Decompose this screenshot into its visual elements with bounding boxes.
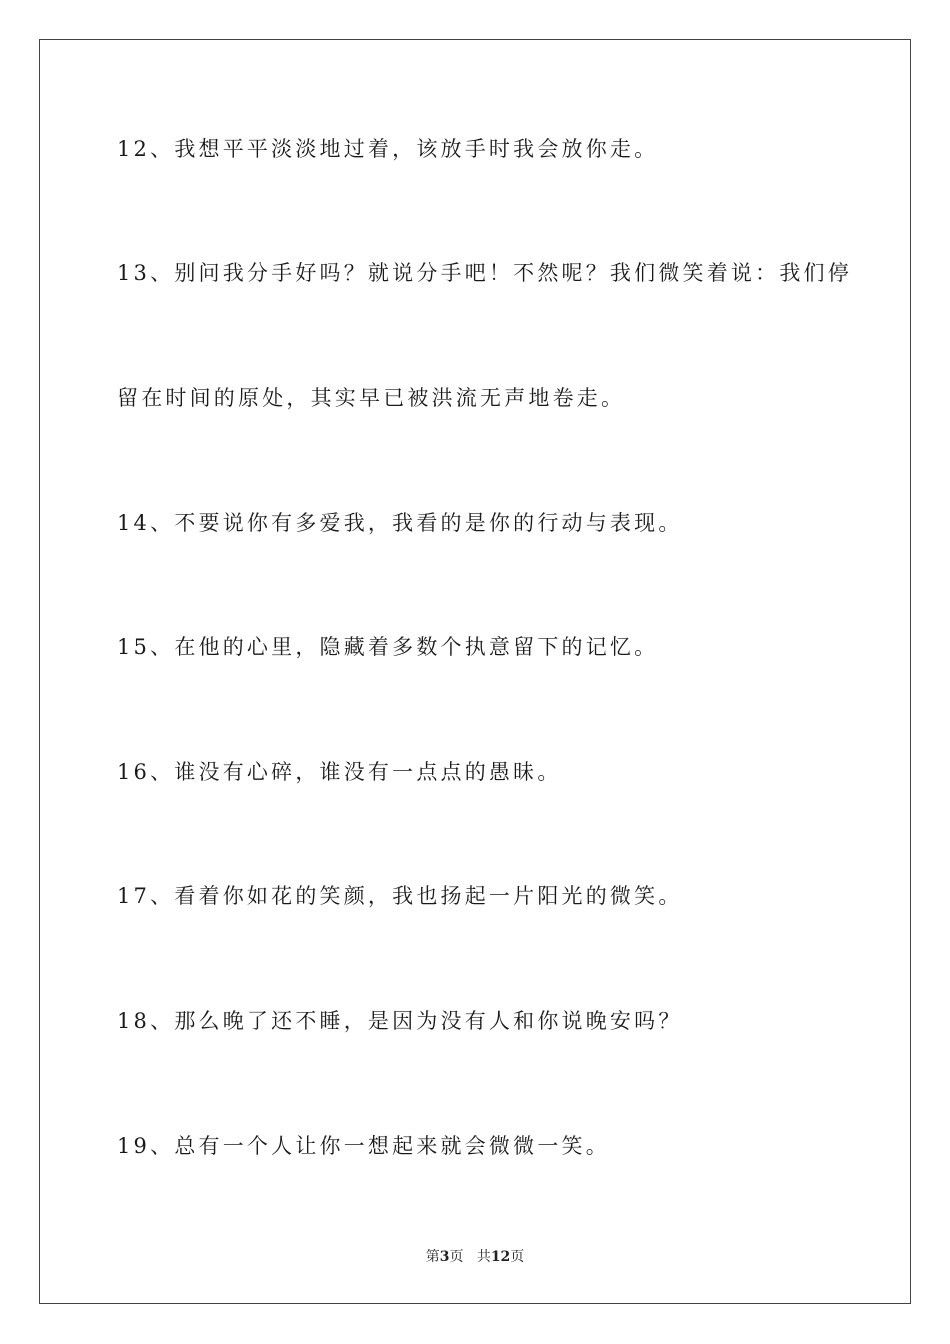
text-line-16: 16、谁没有心碎，谁没有一点点的愚昧。 — [117, 760, 562, 784]
text-line-15: 15、在他的心里，隐藏着多数个执意留下的记忆。 — [117, 635, 659, 659]
text-line-18: 18、那么晚了还不睡，是因为没有人和你说晚安吗？ — [117, 1009, 683, 1033]
footer-total-suffix: 页 — [510, 1249, 525, 1265]
footer-page-prefix: 第 — [425, 1249, 440, 1265]
text-line-13: 13、别问我分手好吗？就说分手吧！不然呢？我们微笑着说：我们停 — [117, 261, 852, 285]
footer-page-number: 3 — [439, 1249, 450, 1265]
text-line-14: 14、不要说你有多爱我，我看的是你的行动与表现。 — [117, 511, 683, 535]
footer-page-suffix: 页 — [449, 1249, 464, 1265]
page-border — [39, 39, 911, 1304]
text-line-12: 12、我想平平淡淡地过着，该放手时我会放你走。 — [117, 137, 659, 161]
footer-total-pages: 12 — [490, 1249, 511, 1265]
text-line-19: 19、总有一个人让你一想起来就会微微一笑。 — [117, 1134, 610, 1158]
text-line-13-continued: 留在时间的原处，其实早已被洪流无声地卷走。 — [117, 386, 626, 410]
footer-total-prefix: 共 — [476, 1249, 491, 1265]
text-line-17: 17、看着你如花的笑颜，我也扬起一片阳光的微笑。 — [117, 884, 683, 908]
page-footer — [0, 1247, 950, 1267]
